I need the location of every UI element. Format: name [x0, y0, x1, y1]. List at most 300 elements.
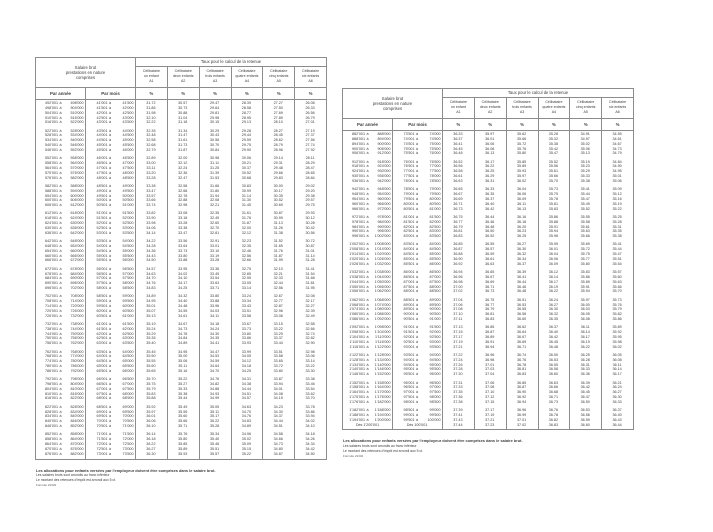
monthly-range-cell: 41'001 à 41'500 — [96, 101, 134, 106]
rate-cell: 36.17 — [580, 334, 590, 339]
rate-cell: 31.45 — [241, 203, 252, 208]
rate-cell: 30.73 — [178, 105, 188, 110]
rate-cell: 34.64 — [209, 364, 220, 369]
annual-range-cell: 1'014'001 à 1'020'000 — [349, 252, 391, 257]
rate-cell: 29.44 — [241, 133, 252, 138]
rate-cell: 33.67 — [241, 321, 252, 326]
rate-cell: 37.23 — [485, 422, 495, 427]
rate-cell: 33.94 — [273, 381, 283, 386]
rate-cell: 36.06 — [485, 141, 495, 146]
monthly-range-cell: 75'501 à 76'000 — [403, 151, 441, 156]
rate-cell: 30.56 — [209, 138, 220, 143]
rate-cell: 30.83 — [241, 183, 252, 188]
rate-cell: 32.00 — [241, 225, 252, 230]
annual-range-cell: 624'001 à 630'000 — [44, 221, 84, 226]
rate-cell: 36.81 — [453, 229, 463, 234]
rate-cell: 36.94 — [485, 344, 495, 349]
rate-cell: 32.39 — [305, 308, 315, 313]
annual-range-cell: 1'092'001 à 1'098'000 — [349, 325, 391, 330]
annual-range-cell: 600'001 à 606'000 — [44, 198, 84, 203]
percent-header: % — [601, 119, 633, 130]
rate-cell: 35.73 — [612, 297, 622, 302]
rate-cell: 32.44 — [273, 281, 283, 286]
rate-cell: 36.04 — [548, 252, 559, 257]
rate-cell: 33.14 — [241, 286, 252, 291]
rate-cell: 29.20 — [305, 188, 315, 193]
rate-cell: 31.76 — [241, 216, 252, 221]
annual-range-cell: 912'001 à 918'000 — [351, 159, 391, 164]
annual-range-cell: 720'001 à 726'000 — [44, 308, 84, 313]
rate-cell: 29.64 — [209, 105, 220, 110]
rate-cell: 34.10 — [178, 276, 188, 281]
annual-range-cell: 498'001 à 504'000 — [44, 105, 84, 110]
footnote-tax-rounding: Le montant des retenues d'impôt est arrondi aux 5 ct. — [343, 448, 423, 453]
rate-cell: 33.80 — [241, 331, 252, 336]
rate-cell: 35.07 — [146, 308, 156, 313]
rate-cell: 32.75 — [241, 266, 252, 271]
monthly-range-cell: 53'001 à 53'500 — [96, 230, 134, 235]
rate-cell: 35.13 — [580, 151, 590, 156]
rate-cell: 36.77 — [453, 219, 463, 224]
rate-cell: 35.57 — [612, 270, 622, 275]
rate-cell: 34.02 — [305, 419, 315, 424]
rate-cell: 36.81 — [485, 312, 495, 317]
monthly-range-cell: 68'501 à 69'000 — [96, 404, 134, 409]
rate-cell: 37.19 — [453, 339, 463, 344]
column-divider — [199, 100, 200, 459]
rate-cell: 36.01 — [146, 414, 156, 419]
rate-cell: 36.22 — [580, 344, 590, 349]
rate-cell: 36.09 — [548, 261, 559, 266]
rate-cell: 28.11 — [305, 156, 315, 161]
rate-cell: 34.79 — [612, 151, 622, 156]
rate-cell: 35.72 — [580, 247, 590, 252]
rate-cell: 33.80 — [273, 368, 283, 373]
rate-cell: 35.91 — [548, 224, 559, 229]
rate-cell: 35.29 — [146, 331, 156, 336]
rate-cell: 33.99 — [241, 349, 252, 354]
rate-cell: 35.09 — [241, 442, 252, 447]
rate-cell: 33.06 — [273, 313, 283, 318]
rate-cell: 32.23 — [241, 239, 252, 244]
monthly-range-cell: 95'501 à 96'000 — [403, 372, 441, 377]
rate-cell: 33.19 — [209, 253, 220, 258]
column-divider — [294, 100, 295, 459]
monthly-range-cell: 83'001 à 83'500 — [403, 234, 441, 239]
rate-cell: 35.88 — [548, 219, 559, 224]
column-divider — [392, 131, 393, 430]
rate-cell: 34.53 — [209, 354, 220, 359]
table-row — [343, 179, 633, 184]
rate-cell: 35.86 — [580, 274, 590, 279]
rate-cell: 37.36 — [453, 395, 463, 400]
rate-cell: 37.03 — [485, 367, 495, 372]
column-header-a2: Célibataire deux enfants A2 — [474, 98, 506, 119]
rate-cell: 36.71 — [485, 284, 495, 289]
rate-cell: 36.39 — [516, 270, 527, 275]
rate-cell: 34.12 — [241, 359, 252, 364]
rate-cell: 29.14 — [273, 156, 283, 161]
rate-cell: 34.76 — [146, 281, 156, 286]
rate-cell: 35.83 — [580, 270, 590, 275]
monthly-range-cell: 90'501 à 91'000 — [403, 317, 441, 322]
rate-cell: 36.13 — [485, 151, 495, 156]
rate-cell: 36.22 — [146, 442, 156, 447]
rate-cell: 35.78 — [548, 196, 559, 201]
salary-header-line: Salaire brut — [381, 95, 404, 101]
rate-cell: 32.98 — [305, 349, 315, 354]
rate-cell: 36.27 — [146, 446, 156, 451]
rate-cell: 32.08 — [209, 198, 220, 203]
monthly-range-cell: 79'501 à 80'000 — [403, 196, 441, 201]
monthly-range-cell: 47'001 à 47'500 — [96, 165, 134, 170]
rate-cell: 36.69 — [516, 339, 527, 344]
rate-cell: 36.37 — [485, 196, 495, 201]
annual-range-cell: 648'001 à 654'000 — [44, 243, 84, 248]
rate-cell: 34.67 — [178, 321, 188, 326]
rate-cell: 36.79 — [453, 224, 463, 229]
rate-cell: 36.45 — [548, 339, 559, 344]
rate-cell: 32.79 — [146, 148, 156, 152]
annual-range-cell: 1'140'001 à 1'146'000 — [349, 367, 391, 372]
rate-cell: 34.50 — [146, 258, 156, 263]
rate-cell: 33.37 — [273, 336, 283, 341]
rate-cell: 36.94 — [453, 270, 463, 275]
rate-cell: 32.82 — [305, 336, 315, 341]
rate-cell: 36.60 — [580, 422, 590, 427]
rate-cell: 35.83 — [146, 391, 156, 396]
rate-cell: 34.32 — [178, 294, 188, 299]
rate-cell: 35.99 — [548, 242, 559, 247]
rate-cell: 28.47 — [305, 165, 315, 170]
monthly-range-cell: 72'501 à 73'000 — [96, 446, 134, 451]
table-body — [36, 100, 326, 459]
rate-cell: 36.65 — [453, 187, 463, 192]
rate-cell: 36.96 — [453, 274, 463, 279]
annual-range-cell: 804'001 à 810'000 — [44, 386, 84, 391]
rate-cell: 36.83 — [516, 372, 527, 377]
annual-range-cell: 1'110'001 à 1'116'000 — [349, 339, 391, 344]
rate-cell: 34.61 — [178, 313, 188, 318]
rate-cell: 36.98 — [453, 279, 463, 284]
rate-cell: 35.47 — [548, 151, 559, 156]
rate-cell: 31.47 — [178, 133, 188, 138]
rate-cell: 34.58 — [273, 432, 283, 437]
footnote-tax-rounding: Le montant des retenues d'impôt est arrondi aux 5 ct. — [36, 477, 116, 482]
rate-cell: 35.93 — [178, 451, 188, 456]
rate-cell: 36.83 — [485, 317, 495, 322]
rate-cell: 37.30 — [453, 372, 463, 377]
rate-cell: 36.37 — [453, 136, 463, 141]
monthly-range-cell: 99'001 à 99'500 — [403, 412, 441, 417]
rate-cell: 28.62 — [273, 138, 283, 143]
rate-cell: 31.66 — [209, 183, 220, 188]
monthly-range-cell: 65'501 à 66'000 — [96, 368, 134, 373]
rate-cell: 36.73 — [548, 399, 559, 404]
rate-cell: 30.35 — [273, 193, 283, 198]
rate-cell: 33.24 — [241, 294, 252, 299]
rate-cell: 30.70 — [209, 143, 220, 148]
annual-range-cell: 714'001 à 720'000 — [44, 303, 84, 308]
rate-cell: 33.15 — [273, 321, 283, 326]
monthly-range-cell: 64'501 à 65'000 — [96, 359, 134, 364]
rate-cell: 32.87 — [273, 303, 283, 308]
rate-cell: 27.69 — [273, 110, 283, 115]
rate-cell: 29.57 — [305, 198, 315, 203]
percent-header: % — [569, 119, 601, 130]
rate-cell: 28.65 — [305, 170, 315, 175]
rate-cell: 33.38 — [146, 183, 156, 188]
rate-cell: 33.05 — [241, 281, 252, 286]
monthly-range-cell: 46'001 à 46'500 — [96, 156, 134, 161]
annual-range-cell: 654'001 à 660'000 — [44, 248, 84, 253]
rate-cell: 35.06 — [612, 179, 622, 183]
monthly-range-cell: 59'001 à 59'500 — [96, 299, 134, 304]
rate-cell: 30.28 — [305, 221, 315, 226]
rate-cell: 33.29 — [273, 331, 283, 336]
monthly-range-cell: 86'501 à 87'000 — [403, 274, 441, 279]
rate-cell: 26.79 — [305, 115, 315, 120]
rate-cell: 33.63 — [209, 281, 220, 286]
rate-cell: 32.08 — [305, 294, 315, 299]
per-month-header: Par mois — [85, 88, 135, 99]
rate-cell: 36.66 — [548, 385, 559, 390]
monthly-range-cell: 80'501 à 81'000 — [403, 206, 441, 211]
rate-cell: 36.40 — [485, 201, 495, 206]
table-row — [343, 234, 633, 239]
rate-cell: 33.28 — [146, 175, 156, 180]
annual-range-cell: 1'122'001 à 1'128'000 — [349, 352, 391, 357]
rate-cell: 34.06 — [146, 225, 156, 230]
rate-cell: 30.43 — [209, 133, 220, 138]
rate-cell: 36.96 — [485, 352, 495, 357]
rate-cell: 34.51 — [241, 391, 252, 396]
rate-cell: 34.15 — [273, 396, 283, 401]
rate-cell: 34.76 — [241, 414, 252, 419]
rate-cell: 35.62 — [516, 132, 527, 137]
rate-cell: 36.63 — [453, 179, 463, 183]
monthly-range-cell: 52'501 à 53'000 — [96, 225, 134, 230]
rate-cell: 33.51 — [241, 308, 252, 313]
rate-cell: 35.61 — [548, 169, 559, 174]
column-divider — [442, 131, 443, 430]
rate-cell: 37.28 — [453, 367, 463, 372]
annual-range-cell: 1'032'001 à 1'038'000 — [349, 270, 391, 275]
rate-cell: 36.20 — [516, 224, 527, 229]
rate-cell: 36.50 — [485, 229, 495, 234]
rate-cell: 36.78 — [548, 412, 559, 417]
monthly-range-cell: 60'501 à 61'000 — [96, 313, 134, 318]
rate-cell: 34.59 — [209, 359, 220, 364]
rate-cell: 35.88 — [146, 396, 156, 401]
column-header-a4: Célibataire quatre enfants A4 — [538, 98, 570, 119]
rate-cell: 34.93 — [209, 391, 220, 396]
rate-cell: 33.57 — [146, 193, 156, 198]
rate-cell: 33.64 — [178, 243, 188, 248]
rate-cell: 35.63 — [580, 229, 590, 234]
rate-cell: 37.41 — [453, 412, 463, 417]
rate-cell: 32.00 — [178, 156, 188, 161]
rate-cell: 36.41 — [453, 141, 463, 146]
rate-cell: 34.76 — [209, 377, 220, 382]
annual-range-cell: 1'008'001 à 1'014'000 — [349, 247, 391, 252]
annual-range-cell: 642'001 à 648'000 — [44, 239, 84, 244]
table-body — [343, 131, 633, 430]
rate-cell: 33.45 — [209, 271, 220, 276]
monthly-range-cell: 84'001 à 84'500 — [403, 247, 441, 252]
rate-cell: 35.97 — [485, 132, 495, 137]
rate-cell: 33.80 — [178, 253, 188, 258]
rate-cell: 31.76 — [273, 248, 283, 253]
rate-cell: 29.59 — [241, 138, 252, 143]
rate-cell: 35.22 — [209, 419, 220, 424]
table-row — [343, 262, 633, 267]
monthly-range-cell: Dès 100'001 — [406, 422, 428, 427]
rate-cell: 26.08 — [305, 101, 315, 106]
monthly-range-cell: 71'001 à 71'500 — [96, 432, 134, 437]
rate-cell: 36.53 — [548, 357, 559, 362]
footnote-allowances: Les allocations pour enfants versées par l'employeur doivent être comprises dans le salaire brut. — [36, 467, 216, 473]
monthly-range-cell: 42'001 à 42'500 — [96, 110, 134, 115]
rate-cell: 34.89 — [241, 424, 252, 429]
rate-cell: 31.99 — [273, 258, 283, 263]
rate-cell: 36.08 — [485, 146, 495, 151]
monthly-range-cell: 67'501 à 68'000 — [96, 391, 134, 396]
rate-cell: 33.86 — [241, 336, 252, 341]
annual-range-cell: 1'116'001 à 1'122'000 — [349, 344, 391, 349]
rate-cell: 34.51 — [273, 424, 283, 429]
monthly-range-cell: 62'001 à 62'500 — [96, 331, 134, 336]
annual-range-cell: 774'001 à 780'000 — [44, 359, 84, 364]
rate-cell: 30.87 — [273, 211, 283, 216]
rate-cell: 32.70 — [209, 225, 220, 230]
rate-cell: 34.48 — [178, 303, 188, 308]
annual-range-cell: 1'062'001 à 1'068'000 — [349, 297, 391, 302]
rate-cell: 34.38 — [241, 381, 252, 386]
rate-cell: 36.61 — [453, 174, 463, 179]
monthly-range-cell: 94'501 à 95'000 — [403, 362, 441, 367]
monthly-range-cell: 56'001 à 56'500 — [96, 266, 134, 271]
rate-cell: 27.19 — [305, 128, 315, 133]
rate-cell: 32.10 — [146, 115, 156, 120]
rate-cell: 35.89 — [612, 325, 622, 330]
rate-cell: 30.17 — [273, 188, 283, 193]
rate-cell: 36.82 — [548, 417, 559, 422]
rate-cell: 36.83 — [548, 422, 559, 427]
rate-cell: 31.11 — [210, 161, 220, 166]
rate-cell: 36.01 — [485, 136, 495, 141]
annual-range-cell: 960'001 à 966'000 — [351, 201, 391, 206]
rate-cell: 34.44 — [273, 419, 283, 424]
monthly-range-cell: 69'501 à 70'000 — [96, 414, 134, 419]
rate-cell: 29.38 — [305, 193, 315, 198]
rate-cell: 36.28 — [580, 357, 590, 362]
rate-cell: 31.98 — [146, 110, 156, 115]
rate-cell: 36.69 — [485, 279, 495, 284]
rate-cell: 35.60 — [178, 414, 188, 419]
rate-cell: 36.16 — [516, 214, 527, 219]
rate-cell: 35.80 — [178, 437, 188, 442]
form-reference: Formule 21332 — [36, 483, 57, 488]
rate-cell: 34.82 — [209, 381, 220, 386]
rate-cell: 33.88 — [209, 299, 220, 304]
rate-cell: 34.89 — [178, 341, 188, 346]
rate-cell: 35.76 — [516, 146, 527, 151]
table-row — [36, 231, 326, 236]
annual-range-cell: 1'050'001 à 1'056'000 — [349, 284, 391, 289]
rate-cell: 35.79 — [146, 386, 156, 391]
rate-cell: 30.12 — [305, 216, 315, 221]
monthly-range-cell: 62'501 à 63'000 — [96, 336, 134, 341]
rate-cell: 36.69 — [453, 196, 463, 201]
rate-cell: 36.22 — [485, 164, 495, 169]
rate-cell: 37.01 — [485, 362, 495, 367]
rate-cell: 33.06 — [305, 354, 315, 359]
rate-cell: 33.54 — [209, 276, 220, 281]
rate-cell: 36.30 — [548, 307, 559, 312]
percent-header: % — [506, 119, 538, 130]
column-header-a5: Célibataire cinq enfants A5 — [569, 98, 601, 119]
rate-cell: 37.12 — [485, 395, 495, 400]
rate-cell: 32.27 — [305, 303, 315, 308]
rate-cell: 28.27 — [273, 128, 283, 133]
annual-range-cell: 588'001 à 594'000 — [44, 188, 84, 193]
rate-cell: 34.57 — [146, 266, 156, 271]
rate-cell: 36.63 — [485, 261, 495, 266]
rate-cell: 30.99 — [273, 216, 283, 221]
rate-cell: 35.57 — [209, 451, 220, 456]
rate-cell: 34.73 — [612, 146, 622, 151]
monthly-range-cell: 60'001 à 60'500 — [96, 308, 134, 313]
rate-cell: 26.56 — [305, 110, 315, 115]
rate-cell: 33.93 — [241, 341, 252, 346]
rate-cell: 31.87 — [241, 221, 252, 226]
rate-cell: 36.87 — [485, 330, 495, 335]
monthly-range-cell: 45'001 à 45'500 — [96, 143, 134, 148]
rate-cell: 31.14 — [241, 193, 252, 198]
rate-cell: 33.43 — [241, 303, 252, 308]
monthly-range-cell: 97'501 à 98'000 — [403, 395, 441, 400]
rate-cell: 37.19 — [485, 412, 495, 417]
rate-cell: 31.26 — [273, 225, 283, 230]
annual-range-cell: 1'002'001 à 1'008'000 — [349, 242, 391, 247]
rate-cell: 31.73 — [178, 143, 188, 148]
salary-header-line: prestations en nature — [372, 100, 413, 106]
rate-cell: 30.99 — [241, 188, 252, 193]
rate-cell: 35.28 — [612, 219, 622, 224]
rate-cell: 34.73 — [178, 326, 188, 331]
monthly-range-cell: 55'001 à 55'500 — [96, 253, 134, 258]
rate-cell: 37.13 — [453, 325, 463, 330]
column-header-a4: Célibataire quatre enfants A4 — [231, 67, 263, 88]
rate-cell: 34.25 — [241, 368, 252, 373]
rate-cell: 29.81 — [209, 110, 220, 115]
annual-range-cell: 576'001 à 582'000 — [44, 175, 84, 180]
rate-cell: 35.38 — [178, 391, 188, 396]
rate-cell: 34.18 — [305, 432, 315, 437]
rate-cell: 34.08 — [273, 391, 283, 396]
column-divider — [506, 131, 507, 430]
rate-cell: 35.76 — [612, 302, 622, 307]
monthly-range-cell: 84'501 à 85'000 — [403, 252, 441, 257]
rate-cell: 37.10 — [453, 312, 463, 317]
rate-cell: 27.50 — [273, 105, 283, 110]
rate-cell: 32.49 — [209, 216, 220, 221]
rate-cell: 32.58 — [305, 321, 315, 326]
monthly-range-cell: 76'501 à 77'000 — [403, 164, 441, 169]
rate-cell: 34.37 — [273, 414, 283, 419]
rate-cell: 37.00 — [453, 284, 463, 289]
